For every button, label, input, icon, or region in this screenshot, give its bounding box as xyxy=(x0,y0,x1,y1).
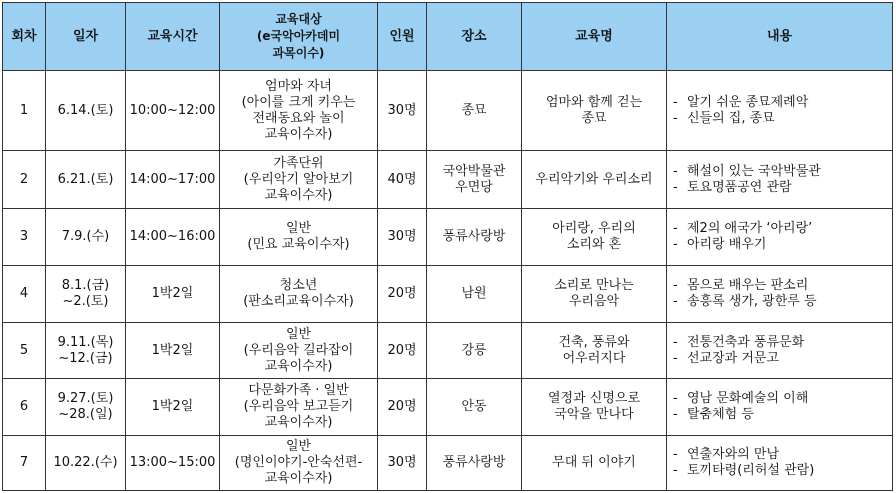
cell-people: 20명 xyxy=(378,379,427,436)
cell-session: 2 xyxy=(3,151,46,209)
dash-bullet-icon: - xyxy=(673,221,678,236)
cell-target xyxy=(220,209,378,266)
header-target xyxy=(220,3,378,71)
target-line: (우리악기 알아보기 xyxy=(243,171,354,187)
table-row xyxy=(3,71,893,151)
cell-contents xyxy=(667,209,893,266)
cell-place xyxy=(427,436,522,491)
cell-title xyxy=(522,209,667,266)
cell-session: 6 xyxy=(3,379,46,436)
target-line: (우리음악 길라잡이 xyxy=(243,342,354,358)
content-text: 신들의 집, 종묘 xyxy=(687,110,775,126)
cell-date xyxy=(46,266,126,323)
cell-date xyxy=(46,209,126,266)
header-row xyxy=(3,3,893,71)
content-item xyxy=(673,164,890,180)
content-item xyxy=(673,278,890,294)
date-line: 9.27.(토) xyxy=(57,391,114,406)
target-line: 교육이수자) xyxy=(264,126,333,142)
date-line: ~2.(토) xyxy=(62,294,109,309)
title-line: 소리로 만나는 xyxy=(554,278,634,293)
target-line: 청소년 xyxy=(279,278,318,293)
content-text: 영남 문화예술의 이해 xyxy=(687,391,809,406)
cell-contents xyxy=(667,266,893,323)
cell-session: 1 xyxy=(3,71,46,151)
cell-session: 7 xyxy=(3,436,46,491)
content-item xyxy=(673,447,890,463)
header-session: 회차 xyxy=(3,3,46,71)
cell-time: 1박2일 xyxy=(126,266,220,323)
target-line: (아이를 크게 키우는 xyxy=(241,94,356,110)
target-line: (판소리교육이수자) xyxy=(243,294,354,309)
header-title: 교육명 xyxy=(522,3,667,71)
cell-date xyxy=(46,436,126,491)
cell-people: 20명 xyxy=(378,323,427,379)
content-item xyxy=(673,351,890,367)
content-item xyxy=(673,180,890,196)
dash-bullet-icon: - xyxy=(673,278,678,293)
target-line: 전래동요와 놀이 xyxy=(252,110,345,126)
title-line: 우리음악 xyxy=(568,294,620,309)
cell-title xyxy=(522,266,667,323)
table-row xyxy=(3,151,893,209)
target-line: 다문화가족 · 일반 xyxy=(248,383,349,398)
table-row xyxy=(3,379,893,436)
cell-time: 14:00~17:00 xyxy=(126,151,220,209)
place-line: 강릉 xyxy=(461,342,487,358)
target-line: 가족단위 xyxy=(273,155,324,171)
header-place: 장소 xyxy=(427,3,522,71)
dash-bullet-icon: - xyxy=(673,237,678,252)
content-text: 전통건축과 풍류문화 xyxy=(687,334,805,350)
cell-target xyxy=(220,323,378,379)
cell-people: 20명 xyxy=(378,266,427,323)
table-row xyxy=(3,436,893,491)
cell-date xyxy=(46,71,126,151)
cell-people: 30명 xyxy=(378,71,427,151)
date-line: ~28.(일) xyxy=(58,407,113,422)
date-line: 10.22.(수) xyxy=(53,455,118,470)
target-line: (명인이야기-안숙선편- xyxy=(234,455,363,470)
cell-date xyxy=(46,151,126,209)
title-line: 무대 뒤 이야기 xyxy=(552,455,636,470)
dash-bullet-icon: - xyxy=(673,163,678,179)
dash-bullet-icon: - xyxy=(673,407,678,422)
cell-place xyxy=(427,209,522,266)
target-line: (민요 교육이수자) xyxy=(247,237,350,252)
dash-bullet-icon: - xyxy=(673,334,678,350)
table-row xyxy=(3,209,893,266)
content-text: 아리랑 배우기 xyxy=(687,237,767,252)
place-line: 풍류사랑방 xyxy=(442,455,506,470)
content-text: 토요명품공연 관람 xyxy=(687,179,792,195)
header-target-line: (e국악아카데미 xyxy=(256,29,341,43)
target-line: 교육이수자) xyxy=(264,415,333,430)
place-line: 안동 xyxy=(461,399,487,414)
content-text: 탈춤체험 등 xyxy=(687,407,754,422)
cell-contents xyxy=(667,151,893,209)
cell-time: 1박2일 xyxy=(126,379,220,436)
content-item xyxy=(673,294,890,310)
table-row xyxy=(3,323,893,379)
dash-bullet-icon: - xyxy=(673,447,678,462)
place-line: 우면당 xyxy=(455,179,493,195)
title-line: 아리랑, 우리의 xyxy=(552,221,636,236)
place-line: 남원 xyxy=(461,286,487,301)
title-line: 엄마와 함께 걷는 xyxy=(545,94,643,110)
cell-time: 14:00~16:00 xyxy=(126,209,220,266)
title-line: 열정과 신명으로 xyxy=(547,391,641,406)
cell-target xyxy=(220,151,378,209)
dash-bullet-icon: - xyxy=(673,463,678,478)
dash-bullet-icon: - xyxy=(673,179,678,195)
content-text: 알기 쉬운 종묘제례악 xyxy=(687,94,809,110)
title-line: 우리악기와 우리소리 xyxy=(535,171,653,187)
content-text: 선교장과 거문고 xyxy=(687,350,780,366)
cell-place xyxy=(427,266,522,323)
dash-bullet-icon: - xyxy=(673,110,678,126)
target-line: 교육이수자) xyxy=(264,187,333,203)
education-schedule-table xyxy=(2,2,893,491)
header-date: 일자 xyxy=(46,3,126,71)
cell-target xyxy=(220,379,378,436)
date-line: 9.11.(목) xyxy=(57,334,114,350)
content-text: 몸으로 배우는 판소리 xyxy=(687,278,809,293)
cell-session: 4 xyxy=(3,266,46,323)
header-people: 인원 xyxy=(378,3,427,71)
cell-title xyxy=(522,379,667,436)
dash-bullet-icon: - xyxy=(673,94,678,110)
target-line: 일반 xyxy=(285,221,312,236)
date-line: 8.1.(금) xyxy=(61,278,110,293)
content-text: 제2의 애국가 ‘아리랑’ xyxy=(687,221,813,236)
cell-people: 30명 xyxy=(378,209,427,266)
dash-bullet-icon: - xyxy=(673,350,678,366)
cell-session: 3 xyxy=(3,209,46,266)
content-item xyxy=(673,237,890,253)
cell-place xyxy=(427,71,522,151)
content-text: 연출자와의 만남 xyxy=(687,447,780,462)
date-line: 6.21.(토) xyxy=(57,171,114,187)
cell-contents xyxy=(667,379,893,436)
title-line: 종묘 xyxy=(581,110,607,126)
date-line: 7.9.(수) xyxy=(61,229,110,244)
cell-date xyxy=(46,323,126,379)
place-line: 풍류사랑방 xyxy=(442,229,506,244)
table-row xyxy=(3,266,893,323)
cell-session: 5 xyxy=(3,323,46,379)
title-line: 건축, 풍류와 xyxy=(558,334,630,350)
place-line: 국악박물관 xyxy=(442,163,506,179)
cell-time: 13:00~15:00 xyxy=(126,436,220,491)
cell-title xyxy=(522,323,667,379)
cell-target xyxy=(220,436,378,491)
dash-bullet-icon: - xyxy=(673,391,678,406)
content-text: 송흥록 생가, 광한루 등 xyxy=(687,294,817,309)
cell-contents xyxy=(667,71,893,151)
cell-time: 1박2일 xyxy=(126,323,220,379)
header-time: 교육시간 xyxy=(126,3,220,71)
date-line: ~12.(금) xyxy=(58,350,113,366)
target-line: 교육이수자) xyxy=(264,358,333,374)
target-line: 엄마와 자녀 xyxy=(265,78,332,94)
content-item xyxy=(673,95,890,111)
title-line: 소리와 혼 xyxy=(566,237,622,252)
cell-target xyxy=(220,266,378,323)
cell-people: 40명 xyxy=(378,151,427,209)
header-target-line: 교육대상 xyxy=(275,12,322,26)
content-item xyxy=(673,463,890,479)
cell-place xyxy=(427,323,522,379)
cell-people: 30명 xyxy=(378,436,427,491)
content-item xyxy=(673,111,890,127)
target-line: (우리음악 보고듣기 xyxy=(243,399,354,414)
cell-contents xyxy=(667,323,893,379)
cell-contents xyxy=(667,436,893,491)
content-item xyxy=(673,391,890,407)
content-item xyxy=(673,221,890,237)
date-line: 6.14.(토) xyxy=(57,102,114,118)
title-line: 국악을 만나다 xyxy=(554,407,634,422)
cell-title xyxy=(522,151,667,209)
cell-date xyxy=(46,379,126,436)
cell-place xyxy=(427,151,522,209)
target-line: 교육이수자) xyxy=(264,471,333,486)
title-line: 어우러지다 xyxy=(562,350,626,366)
cell-time: 10:00~12:00 xyxy=(126,71,220,151)
content-text: 해설이 있는 국악박물관 xyxy=(687,163,821,179)
target-line: 일반 xyxy=(285,439,312,454)
header-target-line: 과목이수) xyxy=(272,46,325,60)
cell-title xyxy=(522,71,667,151)
cell-place xyxy=(427,379,522,436)
dash-bullet-icon: - xyxy=(673,294,678,309)
content-item xyxy=(673,335,890,351)
target-line: 일반 xyxy=(285,326,312,342)
place-line: 종묘 xyxy=(461,102,487,118)
header-contents: 내용 xyxy=(667,3,893,71)
content-item xyxy=(673,407,890,423)
cell-title xyxy=(522,436,667,491)
content-text: 토끼타령(리허설 관람) xyxy=(687,463,815,478)
cell-target xyxy=(220,71,378,151)
